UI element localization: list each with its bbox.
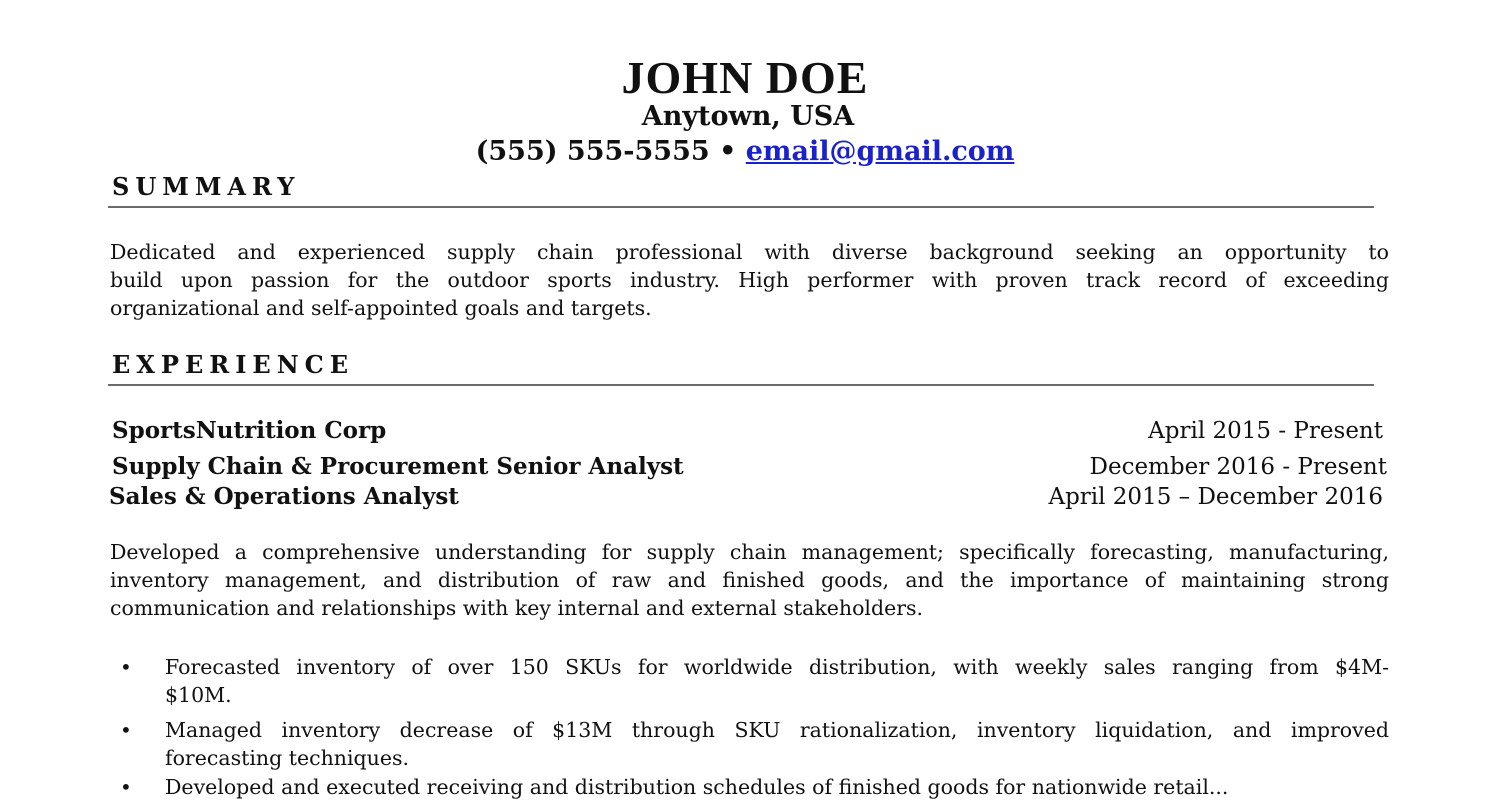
email-link[interactable]: email@gmail.com: [745, 136, 1015, 167]
summary-divider: [108, 206, 1374, 208]
bullet-line: Developed and executed receiving and distribution schedules of finished goods for nationwide retail...: [165, 775, 1229, 799]
role-dates: December 2016 - Present: [1089, 454, 1387, 480]
summary-heading: SUMMARY: [112, 172, 301, 201]
contact-separator: •: [719, 136, 737, 167]
description-line: Developed a comprehensive understanding for supply chain management; specifically forecasting, manufacturing,: [110, 540, 1389, 564]
bullet-line: $10M.: [165, 683, 232, 707]
bullet-line: Managed inventory decrease of $13M through SKU rationalization, inventory liquidation, and improved: [165, 718, 1389, 742]
bullet-marker: •: [120, 775, 132, 799]
company-dates: April 2015 - Present: [1148, 418, 1383, 444]
bullet-line: Forecasted inventory of over 150 SKUs for worldwide distribution, with weekly sales ranging from $4M-: [165, 655, 1389, 679]
role-dates: April 2015 – December 2016: [1048, 484, 1383, 510]
summary-paragraph: [110, 238, 1389, 322]
bullet-text: [165, 716, 1389, 772]
role-title: Supply Chain & Procurement Senior Analyst: [112, 453, 684, 480]
candidate-location: Anytown, USA: [641, 101, 855, 132]
candidate-name: JOHN DOE: [621, 52, 869, 103]
role-title: Sales & Operations Analyst: [109, 483, 459, 510]
summary-line: Dedicated and experienced supply chain professional with diverse background seeking an opportunity to: [110, 240, 1389, 264]
bullet-marker: •: [120, 718, 132, 742]
description-line: inventory management, and distribution of raw and finished goods, and the importance of maintaining strong: [110, 568, 1389, 592]
experience-divider: [108, 384, 1374, 386]
bullet-text: [165, 653, 1389, 709]
summary-line: organizational and self-appointed goals and targets.: [110, 296, 652, 320]
contact-line: [0, 134, 1490, 170]
bullet-marker: •: [120, 655, 132, 679]
experience-description: [110, 538, 1389, 622]
bullet-line: forecasting techniques.: [165, 746, 410, 770]
summary-line: build upon passion for the outdoor sports industry. High performer with proven track record of exceeding: [110, 268, 1389, 292]
description-line: communication and relationships with key internal and external stakeholders.: [110, 596, 924, 620]
company-name: SportsNutrition Corp: [112, 417, 387, 444]
bullet-text: [165, 773, 1389, 801]
phone-number: (555) 555-5555: [475, 136, 710, 167]
experience-heading: EXPERIENCE: [112, 350, 355, 379]
